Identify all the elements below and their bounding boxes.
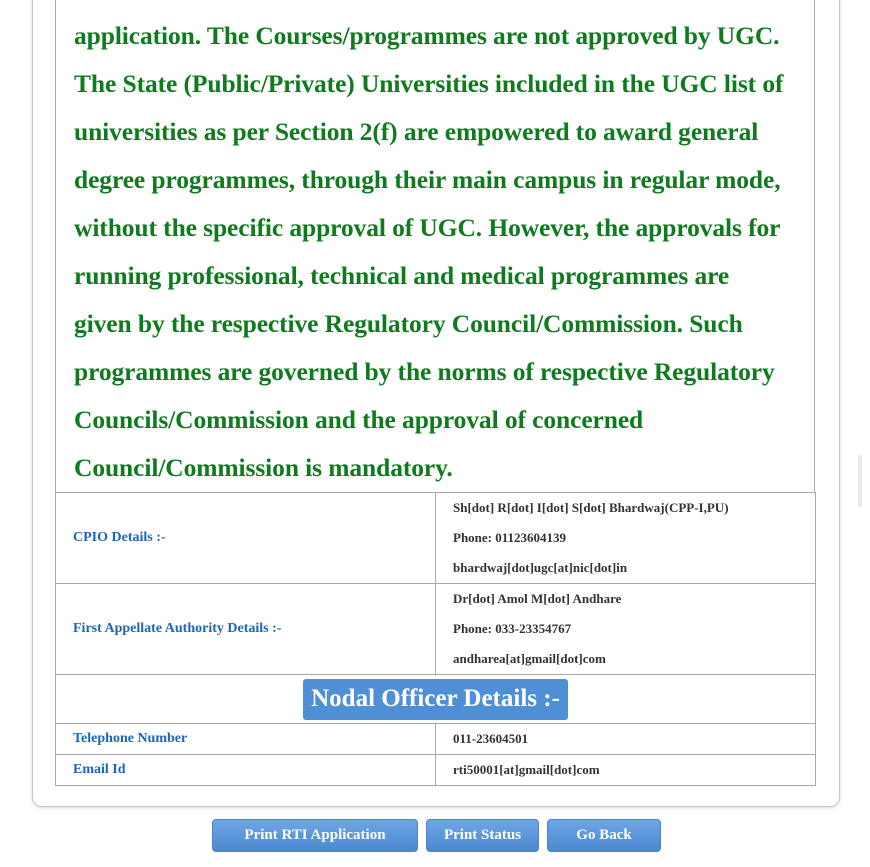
rti-details-table bbox=[55, 0, 815, 786]
reply-line: application. The Courses/programmes are not approved by UGC. bbox=[74, 21, 780, 50]
reply-line: universities as per Section 2(f) are empowered to award general bbox=[74, 117, 759, 146]
reply-line: without the specific approval of UGC. However, the approvals for bbox=[74, 213, 781, 242]
reply-line: The State (Public/Private) Universities included in the UGC list of bbox=[74, 69, 784, 98]
nodal-heading-cell bbox=[56, 675, 816, 724]
nodal-heading-row bbox=[56, 675, 816, 724]
telephone-label: Telephone Number bbox=[56, 724, 436, 755]
faa-email: andharea[at]gmail[dot]com bbox=[453, 651, 606, 666]
cpio-name: Sh[dot] R[dot] I[dot] S[dot] Bhardwaj(CPP-I,PU) bbox=[453, 500, 729, 515]
telephone-value: 011-23604501 bbox=[436, 724, 816, 755]
go-back-button[interactable]: Go Back bbox=[547, 819, 661, 852]
telephone-row bbox=[56, 724, 816, 755]
reply-line: Councils/Commission and the approval of concerned bbox=[74, 405, 644, 434]
print-rti-application-button[interactable]: Print RTI Application bbox=[212, 819, 418, 852]
email-row bbox=[56, 755, 816, 786]
reply-line: degree programmes, through their main campus in regular mode, bbox=[74, 165, 781, 194]
faa-phone: Phone: 033-23354767 bbox=[453, 621, 572, 636]
faa-row bbox=[56, 584, 816, 675]
email-label: Email Id bbox=[56, 755, 436, 786]
faa-name: Dr[dot] Amol M[dot] Andhare bbox=[453, 591, 622, 606]
print-status-button[interactable]: Print Status bbox=[426, 819, 539, 852]
cpio-phone: Phone: 01123604139 bbox=[453, 530, 567, 545]
cpio-values bbox=[436, 493, 816, 584]
nodal-heading: Nodal Officer Details :- bbox=[303, 679, 568, 720]
cpio-label: CPIO Details :- bbox=[56, 493, 436, 584]
cpio-email: bhardwaj[dot]ugc[at]nic[dot]in bbox=[453, 560, 628, 575]
contact-details-table bbox=[55, 492, 816, 786]
action-buttons bbox=[212, 819, 661, 852]
faa-values bbox=[436, 584, 816, 675]
email-value: rti50001[at]gmail[dot]com bbox=[436, 755, 816, 786]
reply-cell bbox=[55, 0, 815, 492]
scrollbar[interactable] bbox=[858, 455, 862, 507]
faa-label: First Appellate Authority Details :- bbox=[56, 584, 436, 675]
reply-text bbox=[74, 12, 812, 492]
reply-line: given by the respective Regulatory Council/Commission. Such bbox=[74, 309, 743, 338]
reply-line: Council/Commission is mandatory. bbox=[74, 453, 453, 482]
reply-line: running professional, technical and medical programmes are bbox=[74, 261, 730, 290]
cpio-row bbox=[56, 493, 816, 584]
reply-line: programmes are governed by the norms of respective Regulatory bbox=[74, 357, 775, 386]
